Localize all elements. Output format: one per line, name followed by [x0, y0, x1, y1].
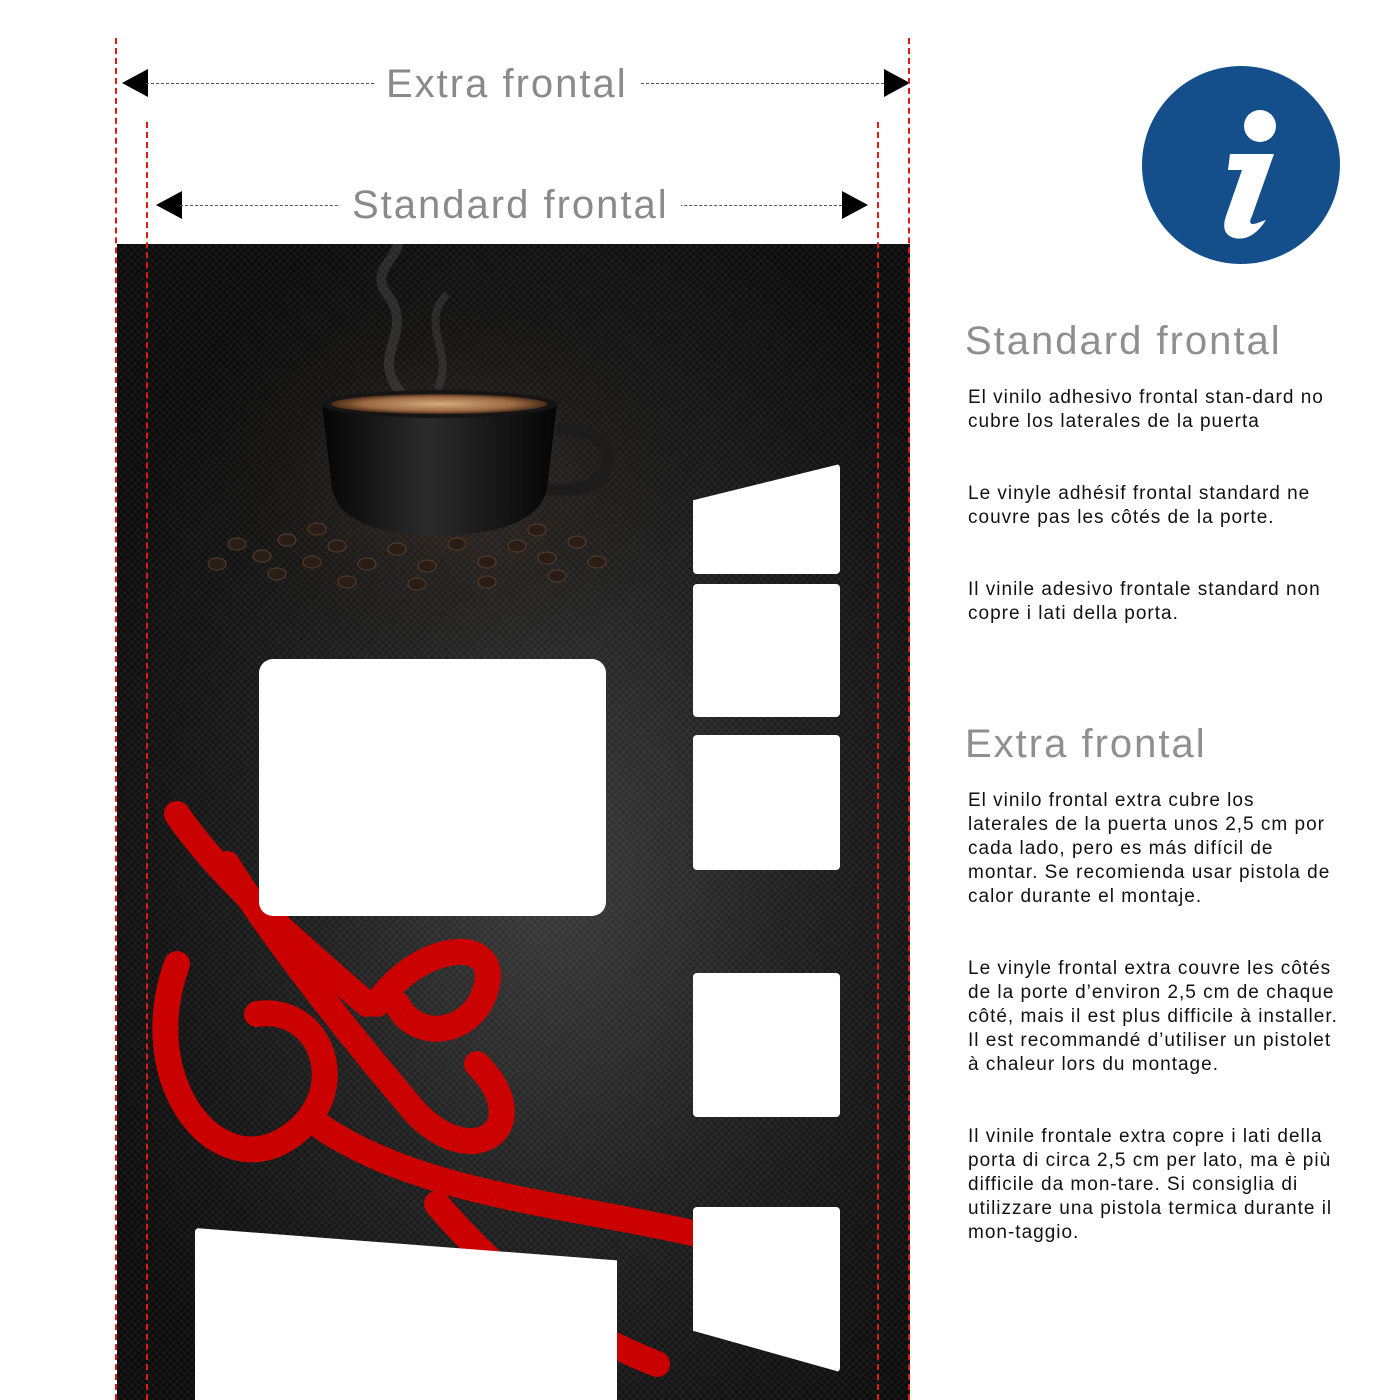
- selection-panel-2: [693, 584, 840, 717]
- selection-panel-3: [693, 735, 840, 870]
- display-window: [259, 659, 606, 916]
- standard-paragraph-fr: Le vinyle adhésif frontal standard ne couvre pas les côtés de la porte.: [968, 483, 1311, 528]
- standard-frontal-label: Standard frontal: [340, 185, 681, 225]
- extra-right-guide: [908, 38, 910, 1400]
- arrow-right-icon: [884, 69, 910, 97]
- extra-left-guide: [115, 38, 117, 1400]
- arrow-right-icon: [842, 191, 868, 219]
- extra-frontal-label: Extra frontal: [374, 64, 640, 104]
- standard-section-title: Standard frontal: [965, 319, 1282, 363]
- standard-paragraph-it: Il vinile adesivo frontale standard non copre i lati della porta.: [968, 579, 1321, 624]
- extra-paragraph-fr: Le vinyle frontal extra couvre les côtés de la porte d’environ 2,5 cm de chaque côté, mais il est plus difficile à installer. Il est recommandé d’utiliser un pistolet à chaleur lors du montage.: [968, 958, 1338, 1075]
- standard-paragraph-es: El vinilo adhesivo frontal stan-dard no cubre los laterales de la puerta: [968, 387, 1324, 432]
- arrow-left-icon: [122, 69, 148, 97]
- info-icon: [1142, 66, 1340, 264]
- standard-left-guide: [146, 122, 148, 1400]
- info-glyph-icon: [1142, 66, 1340, 264]
- standard-right-guide: [877, 122, 879, 1400]
- arrow-left-icon: [156, 191, 182, 219]
- extra-paragraph-es: El vinilo frontal extra cubre los laterales de la puerta unos 2,5 cm por cada lado, pero es más difícil de montar. Se recomienda usar pistola de calor durante el montaje.: [968, 790, 1331, 907]
- extra-paragraph-it: Il vinile frontale extra copre i lati della porta di circa 2,5 cm per lato, ma è più difficile da mon-tare. Si consiglia di utilizzare una pistola termica durante il mon-taggio.: [968, 1126, 1333, 1243]
- extra-section-title: Extra frontal: [965, 722, 1207, 766]
- door-panel: [117, 244, 910, 1400]
- selection-panel-4: [693, 973, 840, 1117]
